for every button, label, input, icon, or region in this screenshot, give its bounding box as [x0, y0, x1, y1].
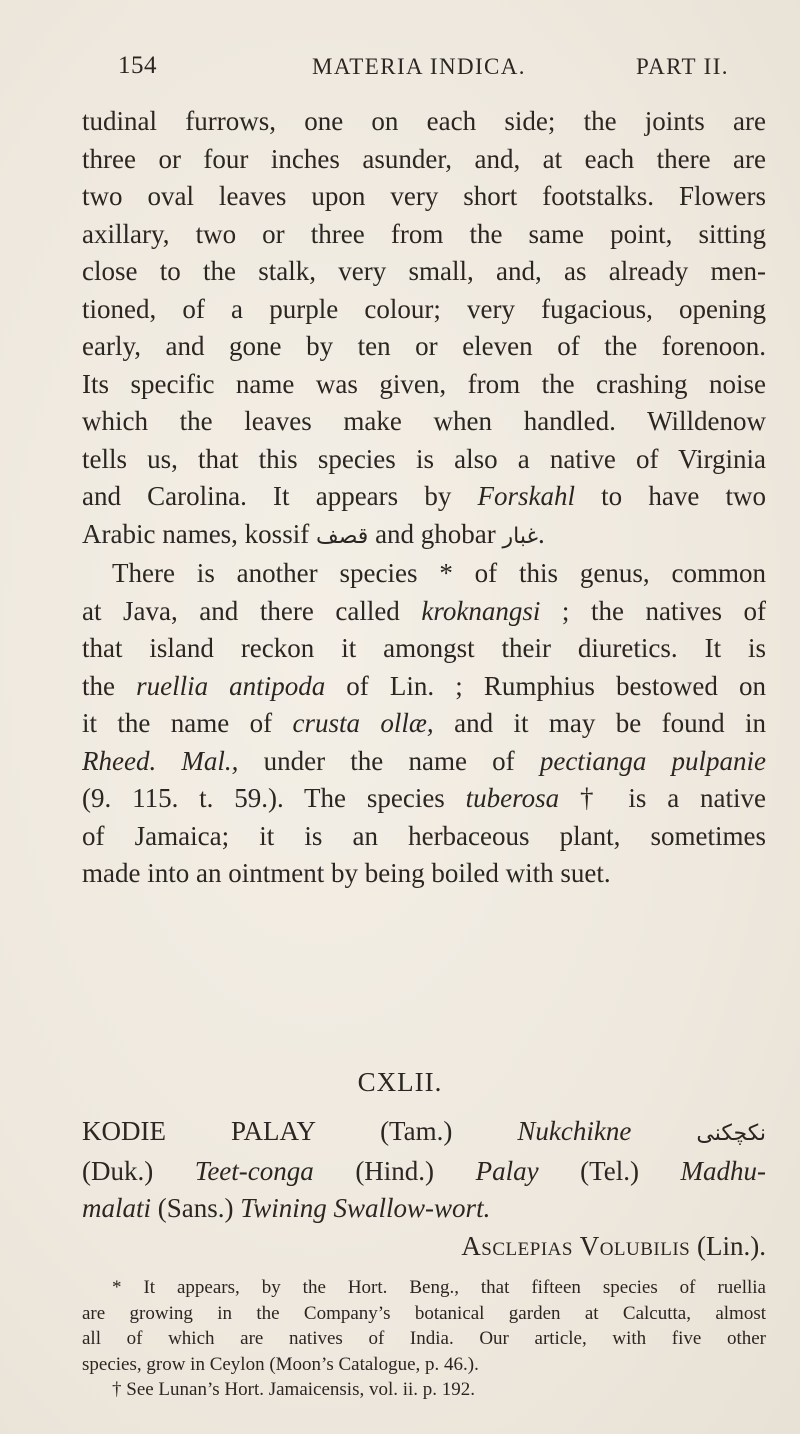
text-line — [82, 516, 766, 556]
arabic-word: نکچکنی — [696, 1121, 767, 1146]
author-name: Forskahl — [477, 481, 575, 511]
text-line: tioned, of a purple colour; very fugacious, opening — [82, 293, 766, 324]
text-line: of Jamaica; it is an herbaceous plant, sometimes — [82, 820, 766, 851]
text-line: tudinal furrows, one on each side; the joints are — [82, 106, 766, 136]
plant-name: kroknangsi — [421, 595, 541, 626]
entry-heading — [82, 1113, 766, 1265]
footnote-line: species, grow in Ceylon (Moon’s Catalogue, p. 46.). — [82, 1353, 479, 1375]
plant-name: Madhu- — [680, 1155, 767, 1186]
text-run: † is a native — [559, 783, 766, 813]
book-reference: Rheed. Mal., — [82, 745, 239, 776]
text-line — [82, 780, 766, 818]
text-line — [82, 1228, 766, 1266]
text-run: (Duk.) — [82, 1155, 195, 1186]
page-number: 154 — [118, 52, 157, 79]
arabic-word: قصف — [315, 523, 369, 549]
text-line: tells us, that this species is also a native of Virginia — [82, 443, 766, 474]
text-run: to have two — [575, 481, 766, 511]
text-line — [82, 668, 766, 706]
text-line — [82, 743, 766, 781]
text-line — [82, 1113, 766, 1153]
text-line: early, and gone by ten or eleven of the forenoon. — [82, 331, 766, 361]
plant-name: Palay — [475, 1155, 539, 1186]
part-label: PART II. — [636, 54, 729, 79]
text-run: (Lin.). — [690, 1230, 766, 1261]
paragraph-continued — [82, 103, 766, 555]
text-line: Its specific name was given, from the crashing noise — [82, 368, 766, 399]
text-line — [82, 705, 766, 743]
section-number: CXLII. — [357, 1067, 443, 1097]
text-line: axillary, two or three from the same point, sitting — [82, 218, 766, 249]
text-line: three or four inches asunder, and, at each there are — [82, 143, 766, 174]
text-run: (Sans.) — [151, 1193, 241, 1223]
plant-name: pectianga pulpanie — [539, 745, 767, 776]
text-run: (Tel.) — [538, 1155, 681, 1186]
text-line: close to the stalk, very small, and, as already men- — [82, 256, 766, 286]
text-line: There is another species * of this genus, common — [112, 558, 766, 588]
footnote-line: † See Lunan’s Hort. Jamaicensis, vol. ii. p. 192. — [112, 1379, 476, 1400]
arabic-word: غبار — [502, 523, 539, 549]
plant-name: tuberosa — [465, 783, 560, 813]
paragraph — [82, 555, 766, 893]
text-run: (9. 115. t. 59.). The species — [82, 783, 466, 813]
text-run: (Hind.) — [313, 1155, 476, 1186]
text-run: and ghobar — [368, 518, 503, 549]
footnotes — [82, 1275, 766, 1403]
text-run: . — [538, 518, 545, 549]
botanical-name: Asclepias Volubilis — [461, 1230, 691, 1261]
text-run: Arabic names, kossif — [82, 518, 316, 549]
text-run: KODIE PALAY (Tam.) — [82, 1116, 518, 1146]
footnote-line: are growing in the Company’s botanical garden at Calcutta, almost — [82, 1302, 766, 1324]
text-run: and Carolina. It appears by — [82, 481, 478, 511]
text-run: at Java, and there called — [82, 595, 422, 626]
text-run: it the name of — [82, 708, 293, 738]
text-run: the — [82, 670, 137, 701]
text-line — [82, 593, 766, 631]
text-run: under the name of — [238, 745, 540, 776]
page-header — [0, 52, 800, 88]
footnote-line: * It appears, by the Hort. Beng., that fifteen species of ruellia — [112, 1277, 766, 1298]
text-run: and it may be found in — [433, 708, 766, 738]
text-line: which the leaves make when handled. Willdenow — [82, 406, 766, 436]
plant-name: crusta ollæ, — [292, 708, 434, 738]
body-text — [82, 103, 766, 893]
text-line: that island reckon it amongst their diuretics. It is — [82, 633, 766, 663]
text-line: two oval leaves upon very short footstalks. Flowers — [82, 181, 766, 211]
plant-name: Teet-conga — [194, 1155, 314, 1186]
footnote-line: all of which are natives of India. Our article, with five other — [82, 1328, 766, 1349]
text-line — [82, 478, 766, 516]
plant-name: ruellia antipoda — [136, 670, 326, 701]
plant-name: malati — [82, 1193, 152, 1223]
plant-name: Twining Swallow-wort. — [240, 1193, 491, 1223]
plant-name: Nukchikne — [517, 1116, 632, 1146]
text-run: ; the natives of — [540, 595, 766, 626]
text-line: made into an ointment by being boiled with suet. — [82, 858, 611, 888]
running-title: MATERIA INDICA. — [312, 54, 526, 79]
text-line — [82, 1190, 766, 1228]
text-line — [82, 1153, 766, 1191]
text-run: of Lin. ; Rumphius bestowed on — [325, 670, 767, 701]
